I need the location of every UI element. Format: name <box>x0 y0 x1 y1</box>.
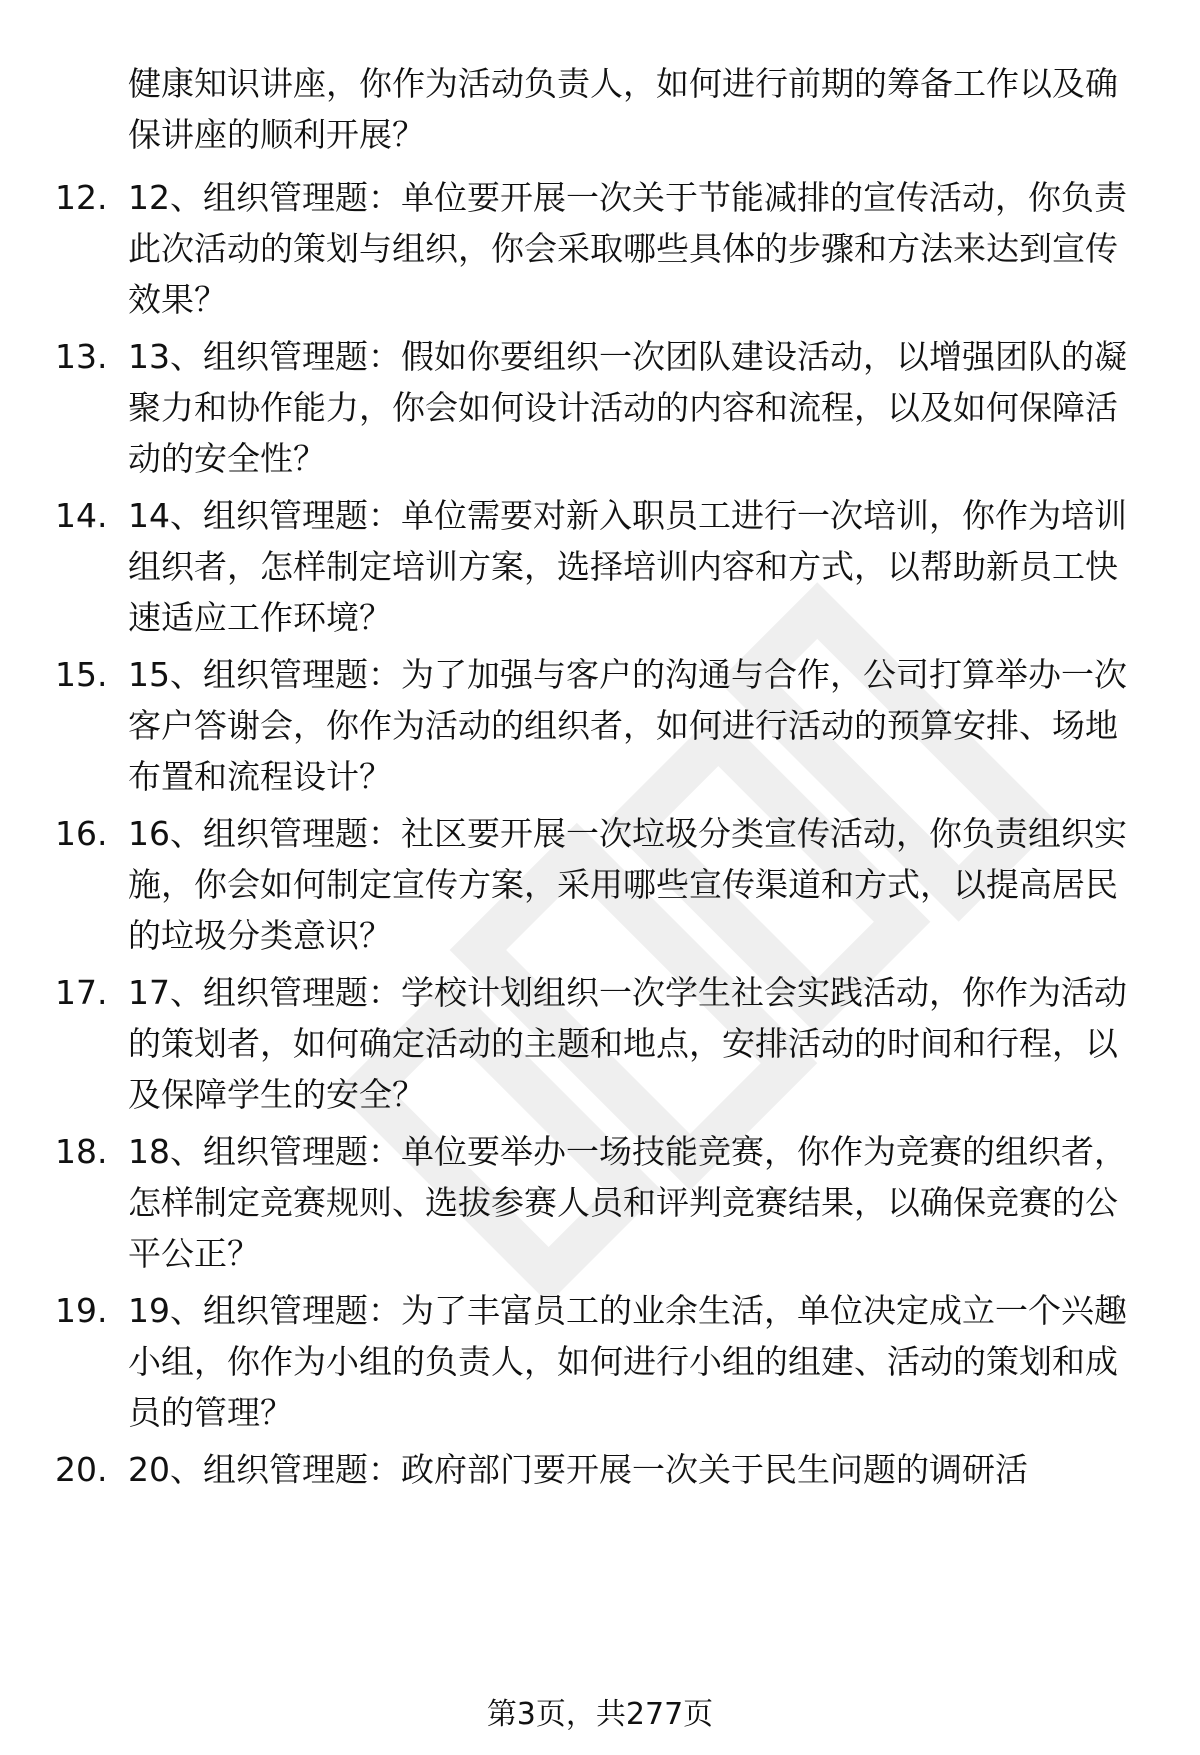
question-number: 15. <box>55 655 108 694</box>
question-text: 14、组织管理题：单位需要对新入职员工进行一次培训，你作为培训组织者，怎样制定培训方案，选择培训内容和方式，以帮助新员工快速适应工作环境？ <box>128 496 1127 637</box>
question-text: 17、组织管理题：学校计划组织一次学生社会实践活动，你作为活动的策划者，如何确定活动的主题和地点，安排活动的时间和行程，以及保障学生的安全？ <box>128 973 1127 1114</box>
question-number: 20. <box>55 1450 108 1489</box>
question-text: 19、组织管理题：为了丰富员工的业余生活，单位决定成立一个兴趣小组，你作为小组的负责人，如何进行小组的组建、活动的策划和成员的管理？ <box>128 1291 1127 1432</box>
page-footer: 第3页，共277页 <box>486 1697 714 1732</box>
question-text: 12、组织管理题：单位要开展一次关于节能减排的宣传活动，你负责此次活动的策划与组织，你会采取哪些具体的步骤和方法来达到宣传效果？ <box>128 178 1127 319</box>
question-number: 19. <box>55 1291 108 1330</box>
question-text: 16、组织管理题：社区要开展一次垃圾分类宣传活动，你负责组织实施，你会如何制定宣传方案，采用哪些宣传渠道和方式，以提高居民的垃圾分类意识？ <box>128 814 1127 955</box>
question-number: 12. <box>55 178 108 217</box>
question-text: 18、组织管理题：单位要举办一场技能竞赛，你作为竞赛的组织者，怎样制定竞赛规则、选拔参赛人员和评判竞赛结果，以确保竞赛的公平公正？ <box>128 1132 1127 1273</box>
question-text: 20、组织管理题：政府部门要开展一次关于民生问题的调研活 <box>128 1450 1028 1489</box>
question-number: 17. <box>55 973 108 1012</box>
continued-question-text: 健康知识讲座，你作为活动负责人，如何进行前期的筹备工作以及确保讲座的顺利开展？ <box>128 64 1118 154</box>
question-text: 13、组织管理题：假如你要组织一次团队建设活动，以增强团队的凝聚力和协作能力，你会如何设计活动的内容和流程，以及如何保障活动的安全性？ <box>128 337 1127 478</box>
question-text: 15、组织管理题：为了加强与客户的沟通与合作，公司打算举办一次客户答谢会，你作为活动的组织者，如何进行活动的预算安排、场地布置和流程设计？ <box>128 655 1127 796</box>
question-number: 13. <box>55 337 108 376</box>
question-number: 16. <box>55 814 108 853</box>
question-number: 18. <box>55 1132 108 1171</box>
question-number: 14. <box>55 496 108 535</box>
